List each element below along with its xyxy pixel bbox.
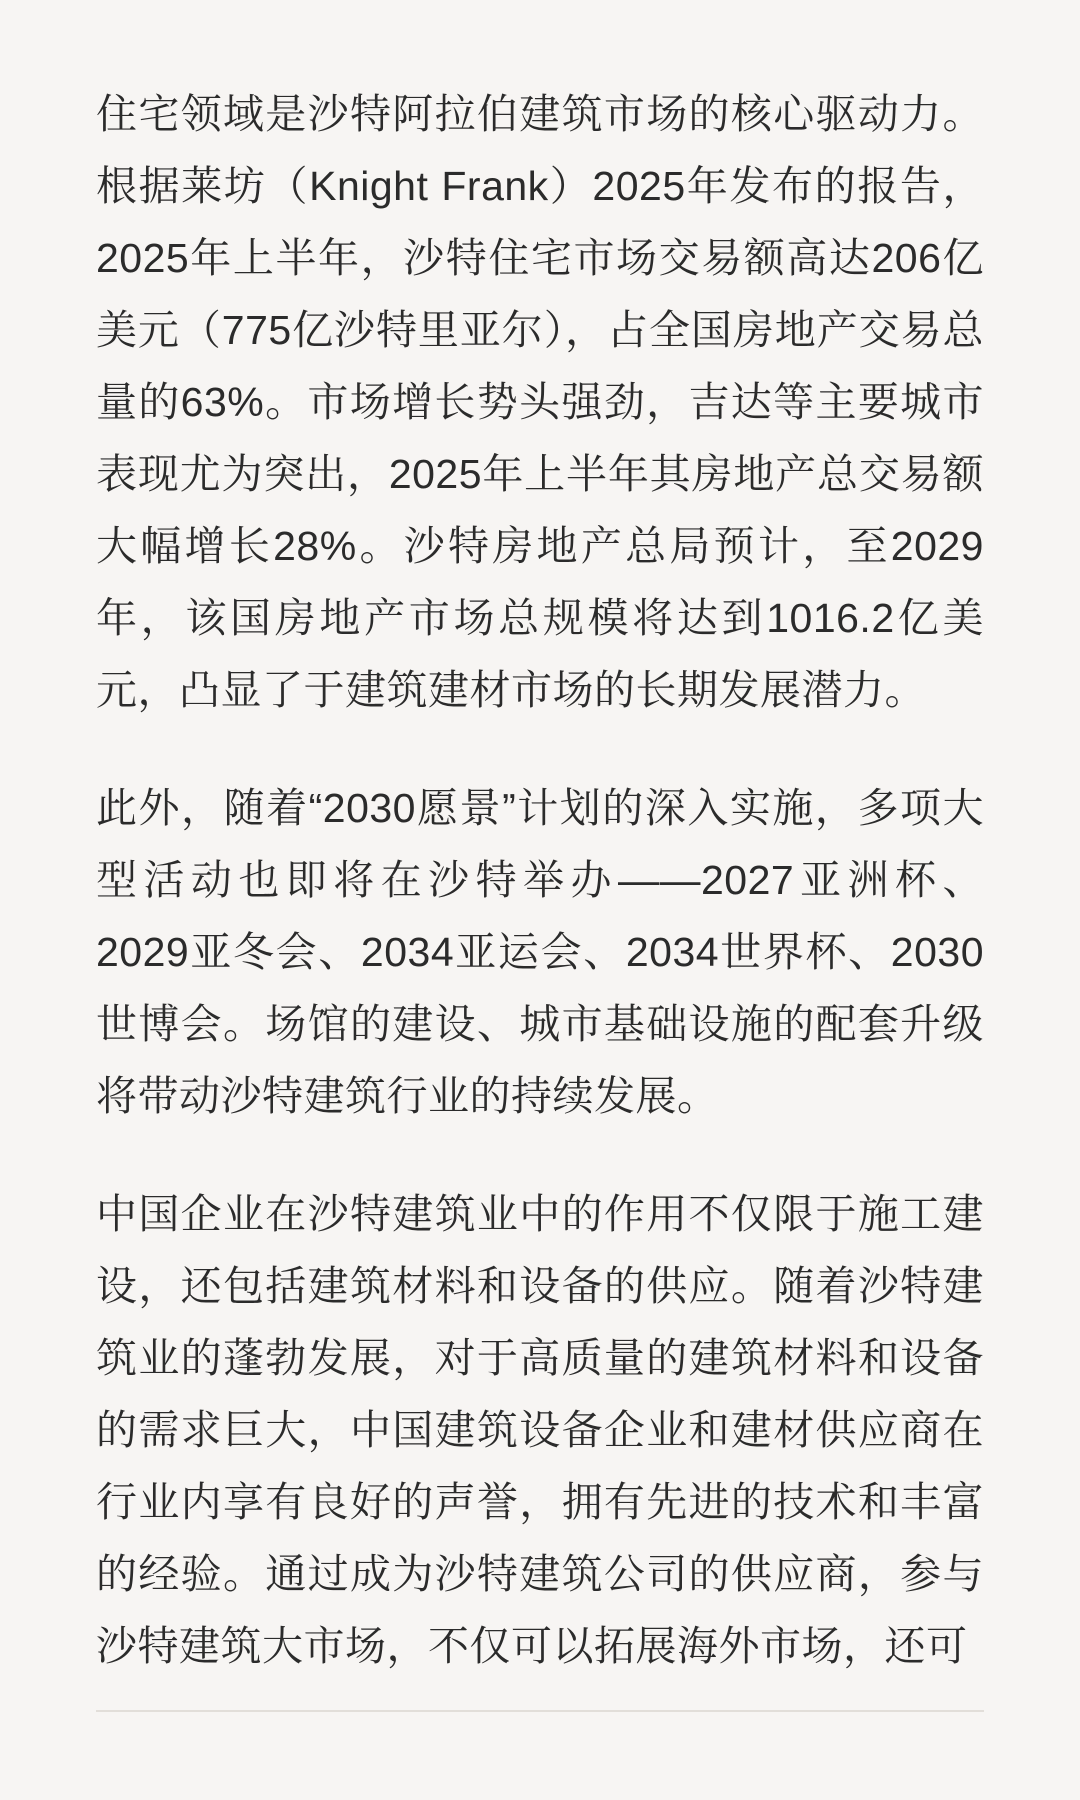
section-divider <box>96 1710 984 1712</box>
paragraph-1: 住宅领域是沙特阿拉伯建筑市场的核心驱动力。根据莱坊（Knight Frank）2025年发布的报告，2025年上半年，沙特住宅市场交易额高达206亿美元（775亿沙特里亚尔），占全国房地产交易总量的63%。市场增长势头强劲，吉达等主要城市表现尤为突出，2025年上半年其房地产总交易额大幅增长28%。沙特房地产总局预计，至2029年，该国房地产市场总规模将达到1016.2亿美元，凸显了于建筑建材市场的长期发展潜力。 <box>96 91 984 713</box>
paragraph-3: 中国企业在沙特建筑业中的作用不仅限于施工建设，还包括建筑材料和设备的供应。随着沙特建筑业的蓬勃发展，对于高质量的建筑材料和设备的需求巨大，中国建筑设备企业和建材供应商在行业内享有良好的声誉，拥有先进的技术和丰富的经验。通过成为沙特建筑公司的供应商，参与沙特建筑大市场，不仅可以拓展海外市场，还可 <box>96 1191 984 1669</box>
paragraph-2: 此外，随着“2030愿景”计划的深入实施，多项大型活动也即将在沙特举办——2027亚洲杯、2029亚冬会、2034亚运会、2034世界杯、2030世博会。场馆的建设、城市基础设施的配套升级将带动沙特建筑行业的持续发展。 <box>96 785 984 1119</box>
